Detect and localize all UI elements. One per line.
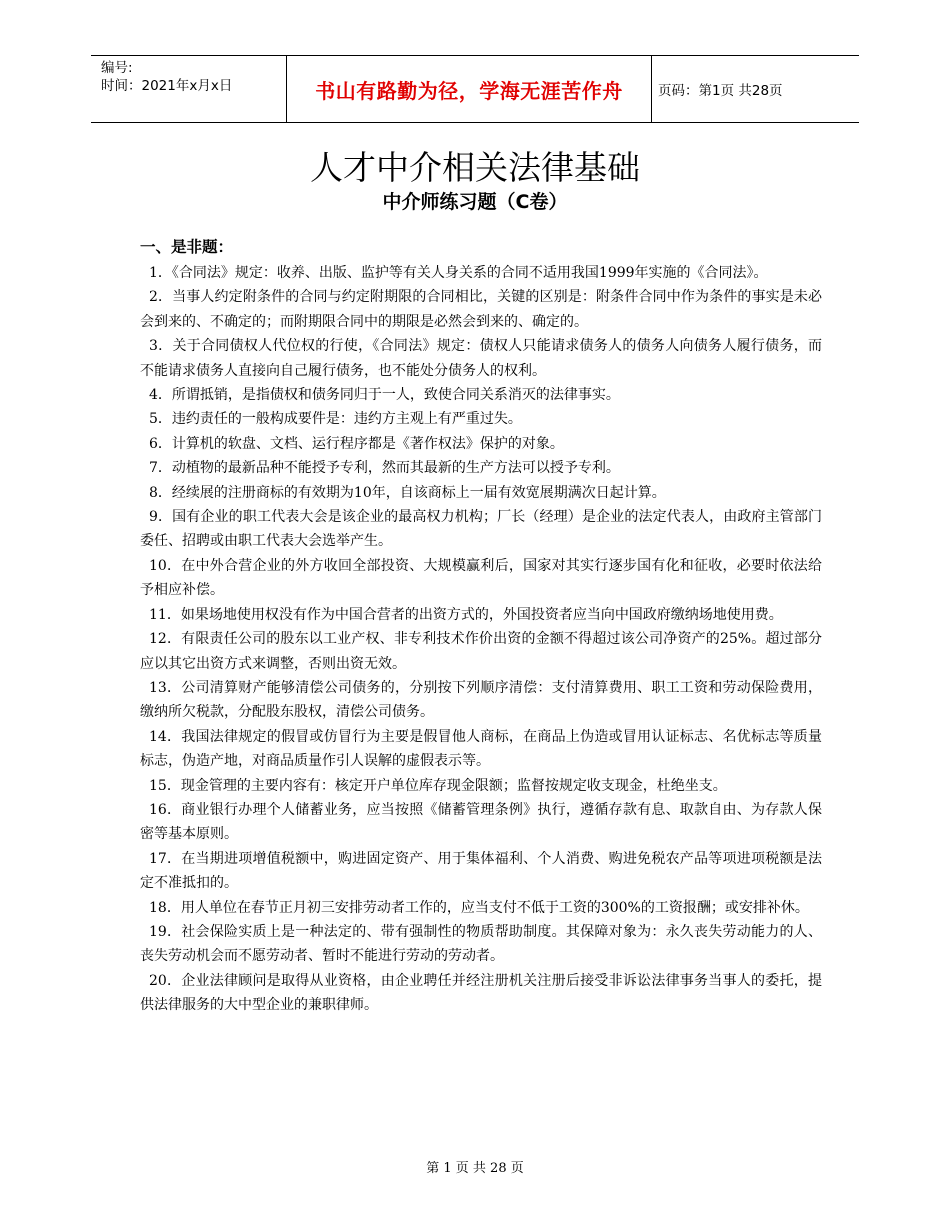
question-item: 11．如果场地使用权没有作为中国合营者的出资方式的，外国投资者应当向中国政府缴纳场地使用费。	[149, 606, 783, 623]
question-item: 7．动植物的最新品种不能授予专利，然而其最新的生产方法可以授予专利。	[149, 460, 620, 477]
question-item: 2．当事人约定附条件的合同与约定附期限的合同相比，关键的区别是：附条件合同中作为条件的事实是未必会到来的、不确定的；而附期限合同中的期限是必然会到来的、确定的。	[140, 289, 822, 330]
document-title: 人才中介相关法律基础	[310, 148, 640, 187]
question-item: 5．违约责任的一般构成要件是：违约方主观上有严重过失。	[149, 411, 522, 428]
header-page-info: 页码：第1页 共28页	[658, 83, 783, 99]
question-item: 13．公司清算财产能够清偿公司债务的，分别按下列顺序清偿：支付清算费用、职工工资和劳动保险费用，缴纳所欠税款，分配股东股权，清偿公司债务。	[140, 679, 822, 721]
question-item: 1．《合同法》规定：收养、出版、监护等有关人身关系的合同不适用我国1999年实施的《合同法》。	[149, 265, 768, 281]
question-item: 17．在当期进项增值税额中，购进固定资产、用于集体福利、个人消费、购进免税农产品等项进项税额是法定不准抵扣的。	[140, 850, 822, 892]
motto-text: 书山有路勤为径，学海无涯苦作舟	[315, 78, 623, 103]
section-heading: 一、是非题：	[140, 238, 234, 256]
question-item: 14．我国法律规定的假冒或仿冒行为主要是假冒他人商标，在商品上伪造或冒用认证标志、名优标志等质量标志，伪造产地，对商品质量作引人误解的虚假表示等。	[140, 728, 822, 770]
document-body	[140, 235, 822, 1018]
question-item: 16．商业银行办理个人储蓄业务，应当按照《储蓄管理条例》执行，遵循存款有息、取款自由、为存款人保密等基本原则。	[140, 801, 822, 843]
page-header	[91, 55, 859, 123]
question-item: 9．国有企业的职工代表大会是该企业的最高权力机构；厂长（经理）是企业的法定代表人，由政府主管部门委任、招聘或由职工代表大会选举产生。	[140, 509, 822, 550]
question-item: 15．现金管理的主要内容有：核定开户单位库存现金限额；监督按规定收支现金，杜绝坐支。	[149, 777, 727, 794]
header-meta	[101, 59, 281, 95]
question-item: 4．所谓抵销，是指债权和债务同归于一人，致使合同关系消灭的法律事实。	[149, 387, 620, 404]
question-item: 19．社会保险实质上是一种法定的、带有强制性的物质帮助制度。其保障对象为：永久丧失劳动能力的人、丧失劳动机会而不愿劳动者、暂时不能进行劳动的劳动者。	[140, 923, 822, 965]
question-item: 12．有限责任公司的股东以工业产权、非专利技术作价出资的金额不得超过该公司净资产的25%。超过部分应以其它出资方式来调整，否则出资无效。	[140, 631, 822, 672]
question-list	[140, 261, 822, 1018]
question-item: 20．企业法律顾问是取得从业资格，由企业聘任并经注册机关注册后接受非诉讼法律事务当事人的委托，提供法律服务的大中型企业的兼职律师。	[140, 972, 822, 1014]
number-label: 编号:	[101, 60, 133, 76]
question-item: 3．关于合同债权人代位权的行使，《合同法》规定：债权人只能请求债务人的债务人向债务人履行债务，而不能请求债务人直接向自己履行债务，也不能处分债务人的权利。	[140, 338, 822, 379]
document-subtitle: 中介师练习题（C卷）	[382, 191, 568, 213]
header-motto-cell	[286, 56, 652, 122]
question-item: 10．在中外合营企业的外方收回全部投资、大规模赢利后，国家对其实行逐步国有化和征收，必要时依法给予相应补偿。	[140, 557, 822, 599]
question-item: 6．计算机的软盘、文档、运行程序都是《著作权法》保护的对象。	[149, 435, 564, 452]
page-footer: 第 1 页 共 28 页	[426, 1161, 524, 1176]
question-item: 18．用人单位在春节正月初三安排劳动者工作的，应当支付不低于工资的300%的工资报酬；或安排补休。	[149, 899, 809, 916]
date-text: 时间：2021年x月x日	[101, 78, 233, 94]
question-item: 8．经续展的注册商标的有效期为10年，自该商标上一届有效宽展期满次日起计算。	[149, 484, 666, 501]
